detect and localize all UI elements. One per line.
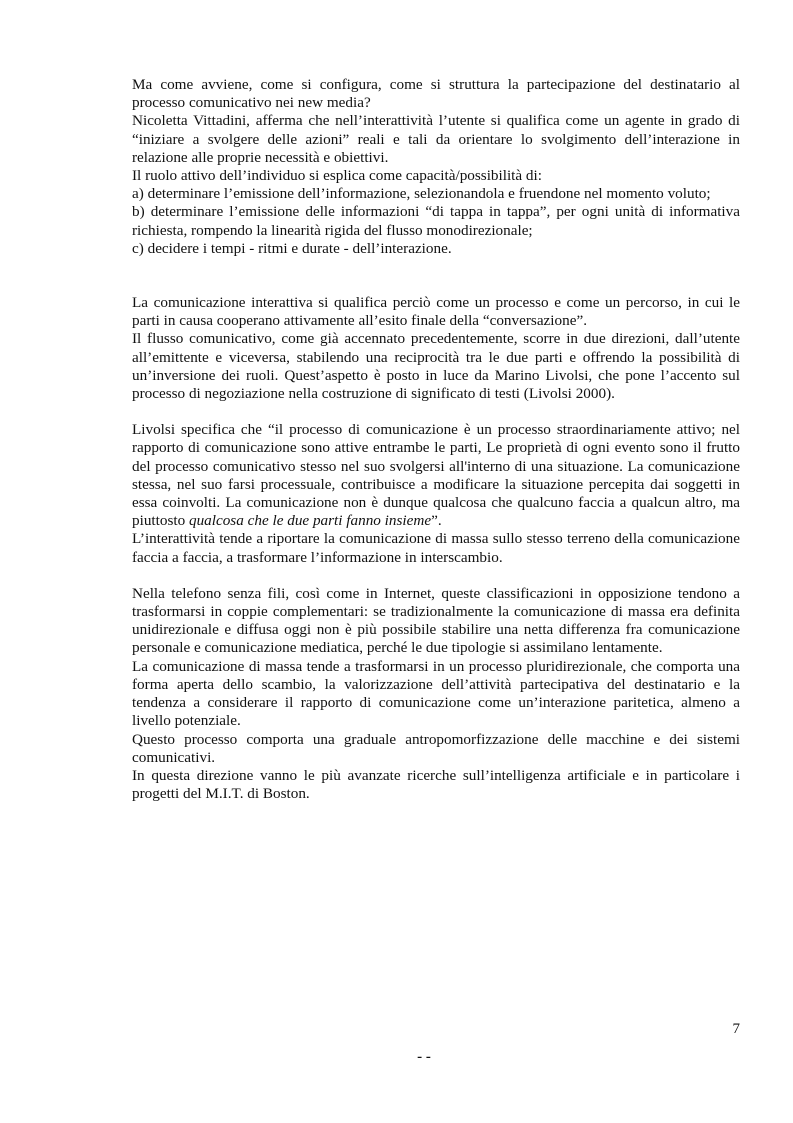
paragraph: Questo processo comporta una graduale antropomorfizzazione delle macchine e dei sistemi comunicativi. [132,730,740,766]
spacer [132,567,740,585]
paragraph: Il flusso comunicativo, come già accennato precedentemente, scorre in due direzioni, dall’utente all’emittente e viceversa, stabilendo una reciprocità tra le due parti e offrendo la possibilità di un’inversione dei ruoli. Quest’aspetto è posto in luce da Marino Livolsi, che pone l’accento sul processo di negoziazione nella costruzione di significato di testi (Livolsi 2000). [132,330,740,403]
paragraph: La comunicazione interattiva si qualifica perciò come un processo e come un percorso, in cui le parti in causa cooperano attivamente all’esito finale della “conversazione”. [132,294,740,330]
quote-italic: qualcosa che le due parti fanno insieme [188,512,432,530]
page-number: 7 [732,1021,740,1037]
list-item: a) determinare l’emissione dell’informazione, selezionandola e fruendone nel momento voluto; [132,185,711,203]
paragraph: L’interattività tende a riportare la comunicazione di massa sullo stesso terreno della comunicazione faccia a faccia, a trasformare l’informazione in interscambio. [132,530,740,566]
body-text [132,76,740,803]
quote-text: Livolsi specifica che “il processo di comunicazione è un processo straordinariamente attivo; nel rapporto di comunicazione sono attive entrambe le parti, Le proprietà di ogni evento sono il frutto del processo comunicativo stesso nel suo svolgersi all'interno di una situazione. La comunicazione stessa, nel suo farsi processuale, contribuisce a modificare la situazione percepita dai soggetti in essa coinvolti. La comunicazione non è dunque qualcosa che qualcuno faccia a qualcun altro, ma piuttosto [132,421,740,530]
paragraph: Nicoletta Vittadini, afferma che nell’interattività l’utente si qualifica come un agente in grado di “iniziare a svolgere delle azioni” reali e tali da orientare lo svolgimento dell’interazione in relazione alle proprie necessità e obiettivi. [132,112,740,166]
paragraph-quote [132,421,740,530]
spacer [132,403,740,421]
list-item: c) decidere i tempi - ritmi e durate - dell’interazione. [132,239,452,257]
quote-end: ”. [431,512,442,530]
paragraph: La comunicazione di massa tende a trasformarsi in un processo pluridirezionale, che comporta una forma aperta dello scambio, la valorizzazione dell’attività partecipativa del destinatario e la tendenza a considerare il rapporto di comunicazione come un’interazione paritetica, almeno a livello potenziale. [132,657,740,730]
footer-mark: - - [417,1049,431,1065]
list-item: b) determinare l’emissione delle informazioni “di tappa in tappa”, per ogni unità di informativa richiesta, rompendo la linearità rigida del flusso monodirezionale; [132,203,740,239]
paragraph: Ma come avviene, come si configura, come si struttura la partecipazione del destinatario al processo comunicativo nei new media? [132,76,740,112]
paragraph: In questa direzione vanno le più avanzate ricerche sull’intelligenza artificiale e in particolare i progetti del M.I.T. di Boston. [132,766,740,803]
spacer [132,258,740,294]
paragraph: Nella telefono senza fili, così come in Internet, queste classificazioni in opposizione tendono a trasformarsi in coppie complementari: se tradizionalmente la comunicazione di massa era definita unidirezionale e diffusa oggi non è più possibile stabilire una netta differenza fra comunicazione personale e comunicazione mediatica, perché le due tipologie si assimilano lentamente. [132,584,740,657]
paragraph: Il ruolo attivo dell’individuo si esplica come capacità/possibilità di: [132,167,542,185]
